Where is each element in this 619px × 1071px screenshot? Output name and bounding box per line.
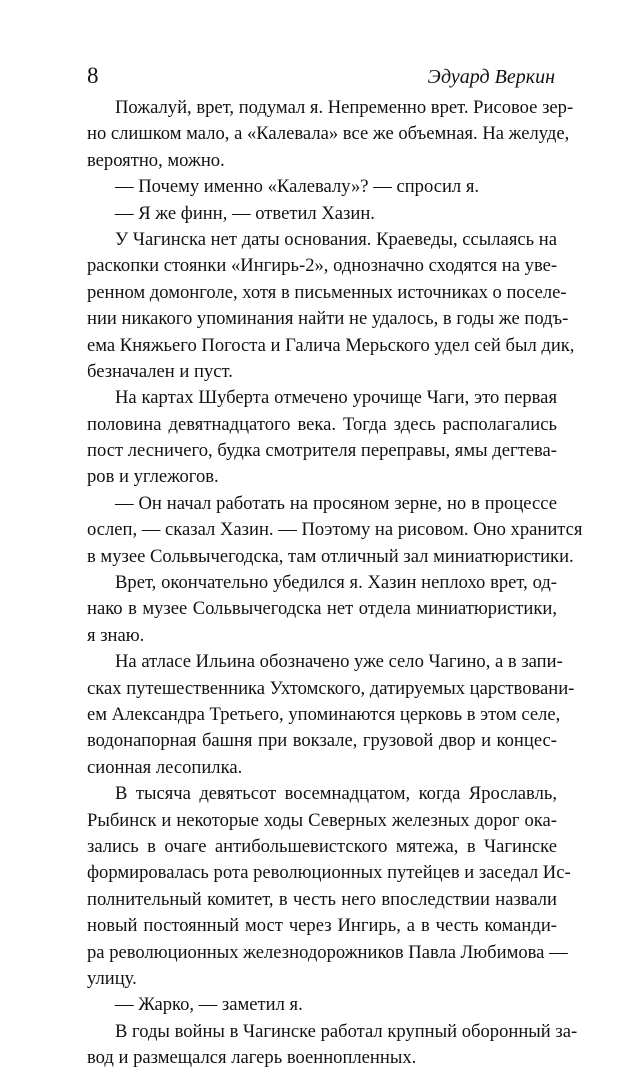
text-line: формировалась рота революционных путейцев и заседал Ис- xyxy=(87,862,571,884)
text-line: На картах Шуберта отмечено урочище Чаги, это первая xyxy=(115,387,557,409)
text-line: Пожалуй, врет, подумал я. Непременно врет. Рисовое зер- xyxy=(115,97,574,118)
paragraph xyxy=(87,95,574,174)
text-line: сках путешественника Ухтомского, датируемых царствовани- xyxy=(87,677,575,699)
text-line: — Почему именно «Калевалу»? — спросил я. xyxy=(115,176,480,198)
text-line: но слишком мало, а «Калевала» все же объемная. На желуде, xyxy=(87,123,570,145)
text-line: полнительный комитет, в честь него впоследствии назвали xyxy=(87,888,557,910)
page-number: 8 xyxy=(87,63,99,88)
paragraph xyxy=(87,781,571,992)
text-line: сионная лесопилка. xyxy=(87,756,243,778)
paragraph xyxy=(87,1019,578,1071)
text-line: новый постоянный мост через Ингирь, а в честь команди- xyxy=(87,915,557,937)
text-line: улицу. xyxy=(87,967,137,989)
text-line: — Жарко, — заметил я. xyxy=(115,994,303,1016)
text-line: пост лесничего, будка смотрителя переправы, ямы дегтева- xyxy=(87,440,557,462)
text-line: нии никакого упоминания найти не удалось, в годы же подъ- xyxy=(87,308,569,330)
text-line: в музее Сольвычегодска, там отличный зал миниатюристики. xyxy=(87,545,574,567)
text-line: Врет, окончательно убедился я. Хазин неплохо врет, од- xyxy=(115,572,557,594)
text-line: В тысяча девятьсот восемнадцатом, когда Ярославль, xyxy=(115,783,557,805)
text-line: половина девятнадцатого века. Тогда здесь располагались xyxy=(87,413,557,435)
text-line: — Я же финн, — ответил Хазин. xyxy=(115,202,375,224)
text-line: ем Александра Третьего, упоминаются церковь в этом селе, xyxy=(87,703,561,725)
text-line: У Чагинска нет даты основания. Краеведы, ссылаясь на xyxy=(115,228,557,250)
text-line: ра революционных железнодорожников Павла Любимова — xyxy=(87,941,568,963)
text-line: — Он начал работать на просяном зерне, но в процессе xyxy=(115,492,557,514)
body-text xyxy=(87,95,583,1071)
paragraph xyxy=(87,649,575,781)
text-line: я знаю. xyxy=(87,624,145,646)
text-line: раскопки стоянки «Ингирь-2», однозначно сходятся на уве- xyxy=(87,255,558,277)
text-line: безначален и пуст. xyxy=(87,360,233,382)
text-line: ема Княжьего Погоста и Галича Мерьского удел сей был дик, xyxy=(87,334,575,356)
paragraph xyxy=(87,174,557,200)
text-line: Рыбинск и некоторые ходы Северных железных дорог ока- xyxy=(87,809,557,831)
paragraph xyxy=(87,201,557,227)
text-line: ров и углежогов. xyxy=(87,466,219,488)
paragraph xyxy=(87,570,557,649)
paragraph xyxy=(87,227,575,385)
text-line: ослеп, — сказал Хазин. — Поэтому на рисовом. Оно хранится xyxy=(87,519,583,541)
text-line: зались в очаге антибольшевистского мятежа, в Чагинске xyxy=(87,835,557,857)
text-line: водонапорная башня при вокзале, грузовой двор и концес- xyxy=(87,730,557,752)
text-line: На атласе Ильина обозначено уже село Чагино, а в запи- xyxy=(115,651,563,673)
paragraph xyxy=(87,992,557,1018)
paragraph xyxy=(87,385,557,491)
running-head-author: Эдуард Веркин xyxy=(427,66,555,88)
text-line: В годы войны в Чагинске работал крупный оборонный за- xyxy=(115,1020,578,1042)
text-line: вероятно, можно. xyxy=(87,149,225,171)
text-line: вод и размещался лагерь военнопленных. xyxy=(87,1047,417,1069)
text-line: ренном домонголе, хотя в письменных источниках о поселе- xyxy=(87,281,567,303)
text-line: нако в музее Сольвычегодска нет отдела миниатюристики, xyxy=(87,598,557,620)
paragraph xyxy=(87,491,583,570)
